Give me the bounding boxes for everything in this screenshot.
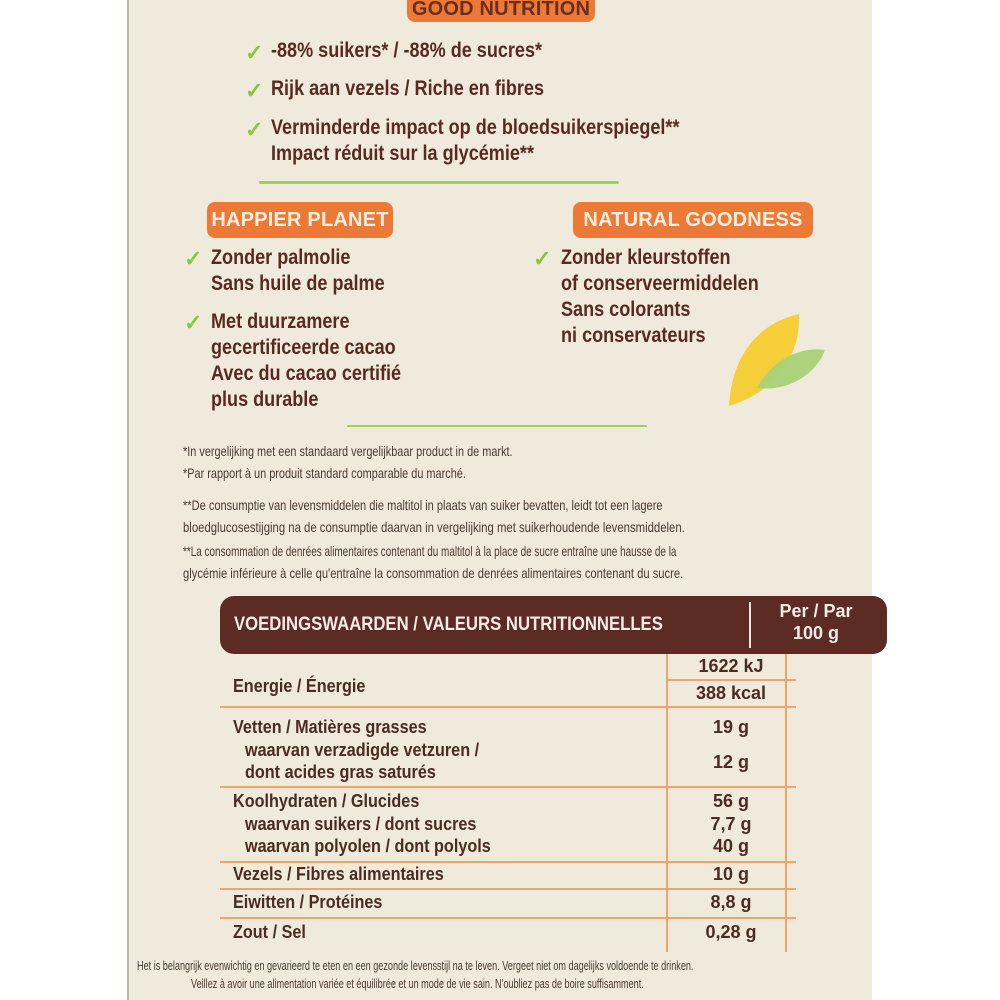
check-icon: ✓ bbox=[245, 78, 264, 103]
salt-value: 0,28 g bbox=[705, 922, 757, 942]
green-divider bbox=[259, 181, 619, 184]
per-label: Per / Par bbox=[779, 601, 853, 621]
footnote-double-nl-2: bloedglucosestijging na de consumptie daarvan in vergelijking met suikerhoudende levensmiddelen. bbox=[183, 519, 685, 535]
check-icon: ✓ bbox=[245, 117, 264, 142]
claim-cacao-4: plus durable bbox=[211, 388, 319, 411]
footnote-double-fr-1: **La consommation de denrées alimentaires contenant du maltitol à la place de sucre entraîne une hausse de la bbox=[183, 543, 677, 559]
claim-sugar: -88% suikers* / -88% de sucres* bbox=[271, 39, 543, 62]
claim-glycemic-nl: Verminderde impact op de bloedsuikerspiegel** bbox=[271, 116, 680, 139]
energy-kj-value: 1622 kJ bbox=[698, 656, 764, 676]
saturates-label-fr: dont acides gras saturés bbox=[245, 762, 436, 782]
nutrition-table-title: VOEDINGSWAARDEN / VALEURS NUTRITIONNELLES bbox=[234, 614, 663, 635]
energy-label: Energie / Énergie bbox=[233, 676, 366, 696]
claim-colour-2: of conserveermiddelen bbox=[561, 272, 759, 295]
saturates-value: 12 g bbox=[712, 752, 750, 772]
leaf-icon bbox=[721, 310, 831, 410]
fibre-label: Vezels / Fibres alimentaires bbox=[233, 864, 444, 884]
per-100g-heading bbox=[751, 600, 881, 644]
table-row-line bbox=[220, 861, 796, 863]
footnote-double-nl-1: **De consumptie van levensmiddelen die maltitol in plaats van suiker bevatten, leidt tot een lagere bbox=[183, 497, 663, 513]
claim-colour-4: ni conservateurs bbox=[561, 324, 706, 347]
package-back-panel bbox=[127, 0, 872, 1000]
fat-value: 19 g bbox=[712, 717, 750, 737]
salt-label: Zout / Sel bbox=[233, 922, 306, 942]
claim-cacao-2: gecertificeerde cacao bbox=[211, 336, 396, 359]
footnote-single-fr: *Par rapport à un produit standard comparable du marché. bbox=[183, 465, 466, 481]
claim-fibre: Rijk aan vezels / Riche en fibres bbox=[271, 77, 545, 100]
footnote-single-nl: *In vergelijking met een standaard vergelijkbaar product in de markt. bbox=[183, 443, 513, 459]
green-divider bbox=[347, 425, 647, 427]
fat-label: Vetten / Matières grasses bbox=[233, 717, 427, 737]
advice-fr: Veillez à avoir une alimentation variée et équilibrée et un mode de vie sain. N'oubliez pas de boire suffisamment. bbox=[191, 976, 644, 991]
protein-label: Eiwitten / Protéines bbox=[233, 892, 383, 912]
sugars-value: 7,7 g bbox=[710, 814, 752, 834]
check-icon: ✓ bbox=[533, 246, 552, 271]
carbs-label: Koolhydraten / Glucides bbox=[233, 791, 420, 811]
natural-goodness-badge: NATURAL GOODNESS bbox=[573, 202, 813, 238]
good-nutrition-badge: GOOD NUTRITION bbox=[407, 0, 595, 22]
check-icon: ✓ bbox=[184, 246, 203, 271]
sugars-label: waarvan suikers / dont sucres bbox=[245, 814, 477, 834]
claim-colour-3: Sans colorants bbox=[561, 298, 691, 321]
claim-cacao-1: Met duurzamere bbox=[211, 310, 350, 333]
claim-cacao-3: Avec du cacao certifié bbox=[211, 362, 402, 385]
fibre-value: 10 g bbox=[712, 864, 750, 884]
footnote-double-fr-2: glycémie inférieure à celle qu'entraîne la consommation de denrées alimentaires contenant du sucre. bbox=[183, 565, 684, 581]
polyols-value: 40 g bbox=[712, 836, 750, 856]
table-row-line bbox=[220, 706, 796, 708]
claim-colour-1: Zonder kleurstoffen bbox=[561, 246, 731, 269]
carbs-value: 56 g bbox=[712, 791, 750, 811]
table-row-line bbox=[220, 888, 796, 890]
claim-glycemic-fr: Impact réduit sur la glycémie** bbox=[271, 142, 534, 165]
table-row-line bbox=[220, 917, 796, 919]
advice-nl: Het is belangrijk evenwichtig en gevarieerd te eten en een gezonde levensstijl na te leven. Vergeet niet om dagelijks voldoende te drinken. bbox=[137, 958, 694, 973]
saturates-label-nl: waarvan verzadigde vetzuren / bbox=[245, 740, 480, 760]
table-row-line bbox=[220, 786, 796, 788]
claim-palm-nl: Zonder palmolie bbox=[211, 246, 351, 269]
check-icon: ✓ bbox=[184, 310, 203, 335]
nutrition-table-header bbox=[220, 596, 887, 654]
happier-planet-badge: HAPPIER PLANET bbox=[207, 202, 393, 238]
protein-value: 8,8 g bbox=[710, 892, 752, 912]
table-row-line bbox=[666, 679, 796, 681]
energy-kcal-value: 388 kcal bbox=[695, 683, 767, 703]
check-icon: ✓ bbox=[245, 40, 264, 65]
claim-palm-fr: Sans huile de palme bbox=[211, 272, 385, 295]
polyols-label: waarvan polyolen / dont polyols bbox=[245, 836, 491, 856]
per-amount: 100 g bbox=[792, 623, 840, 643]
